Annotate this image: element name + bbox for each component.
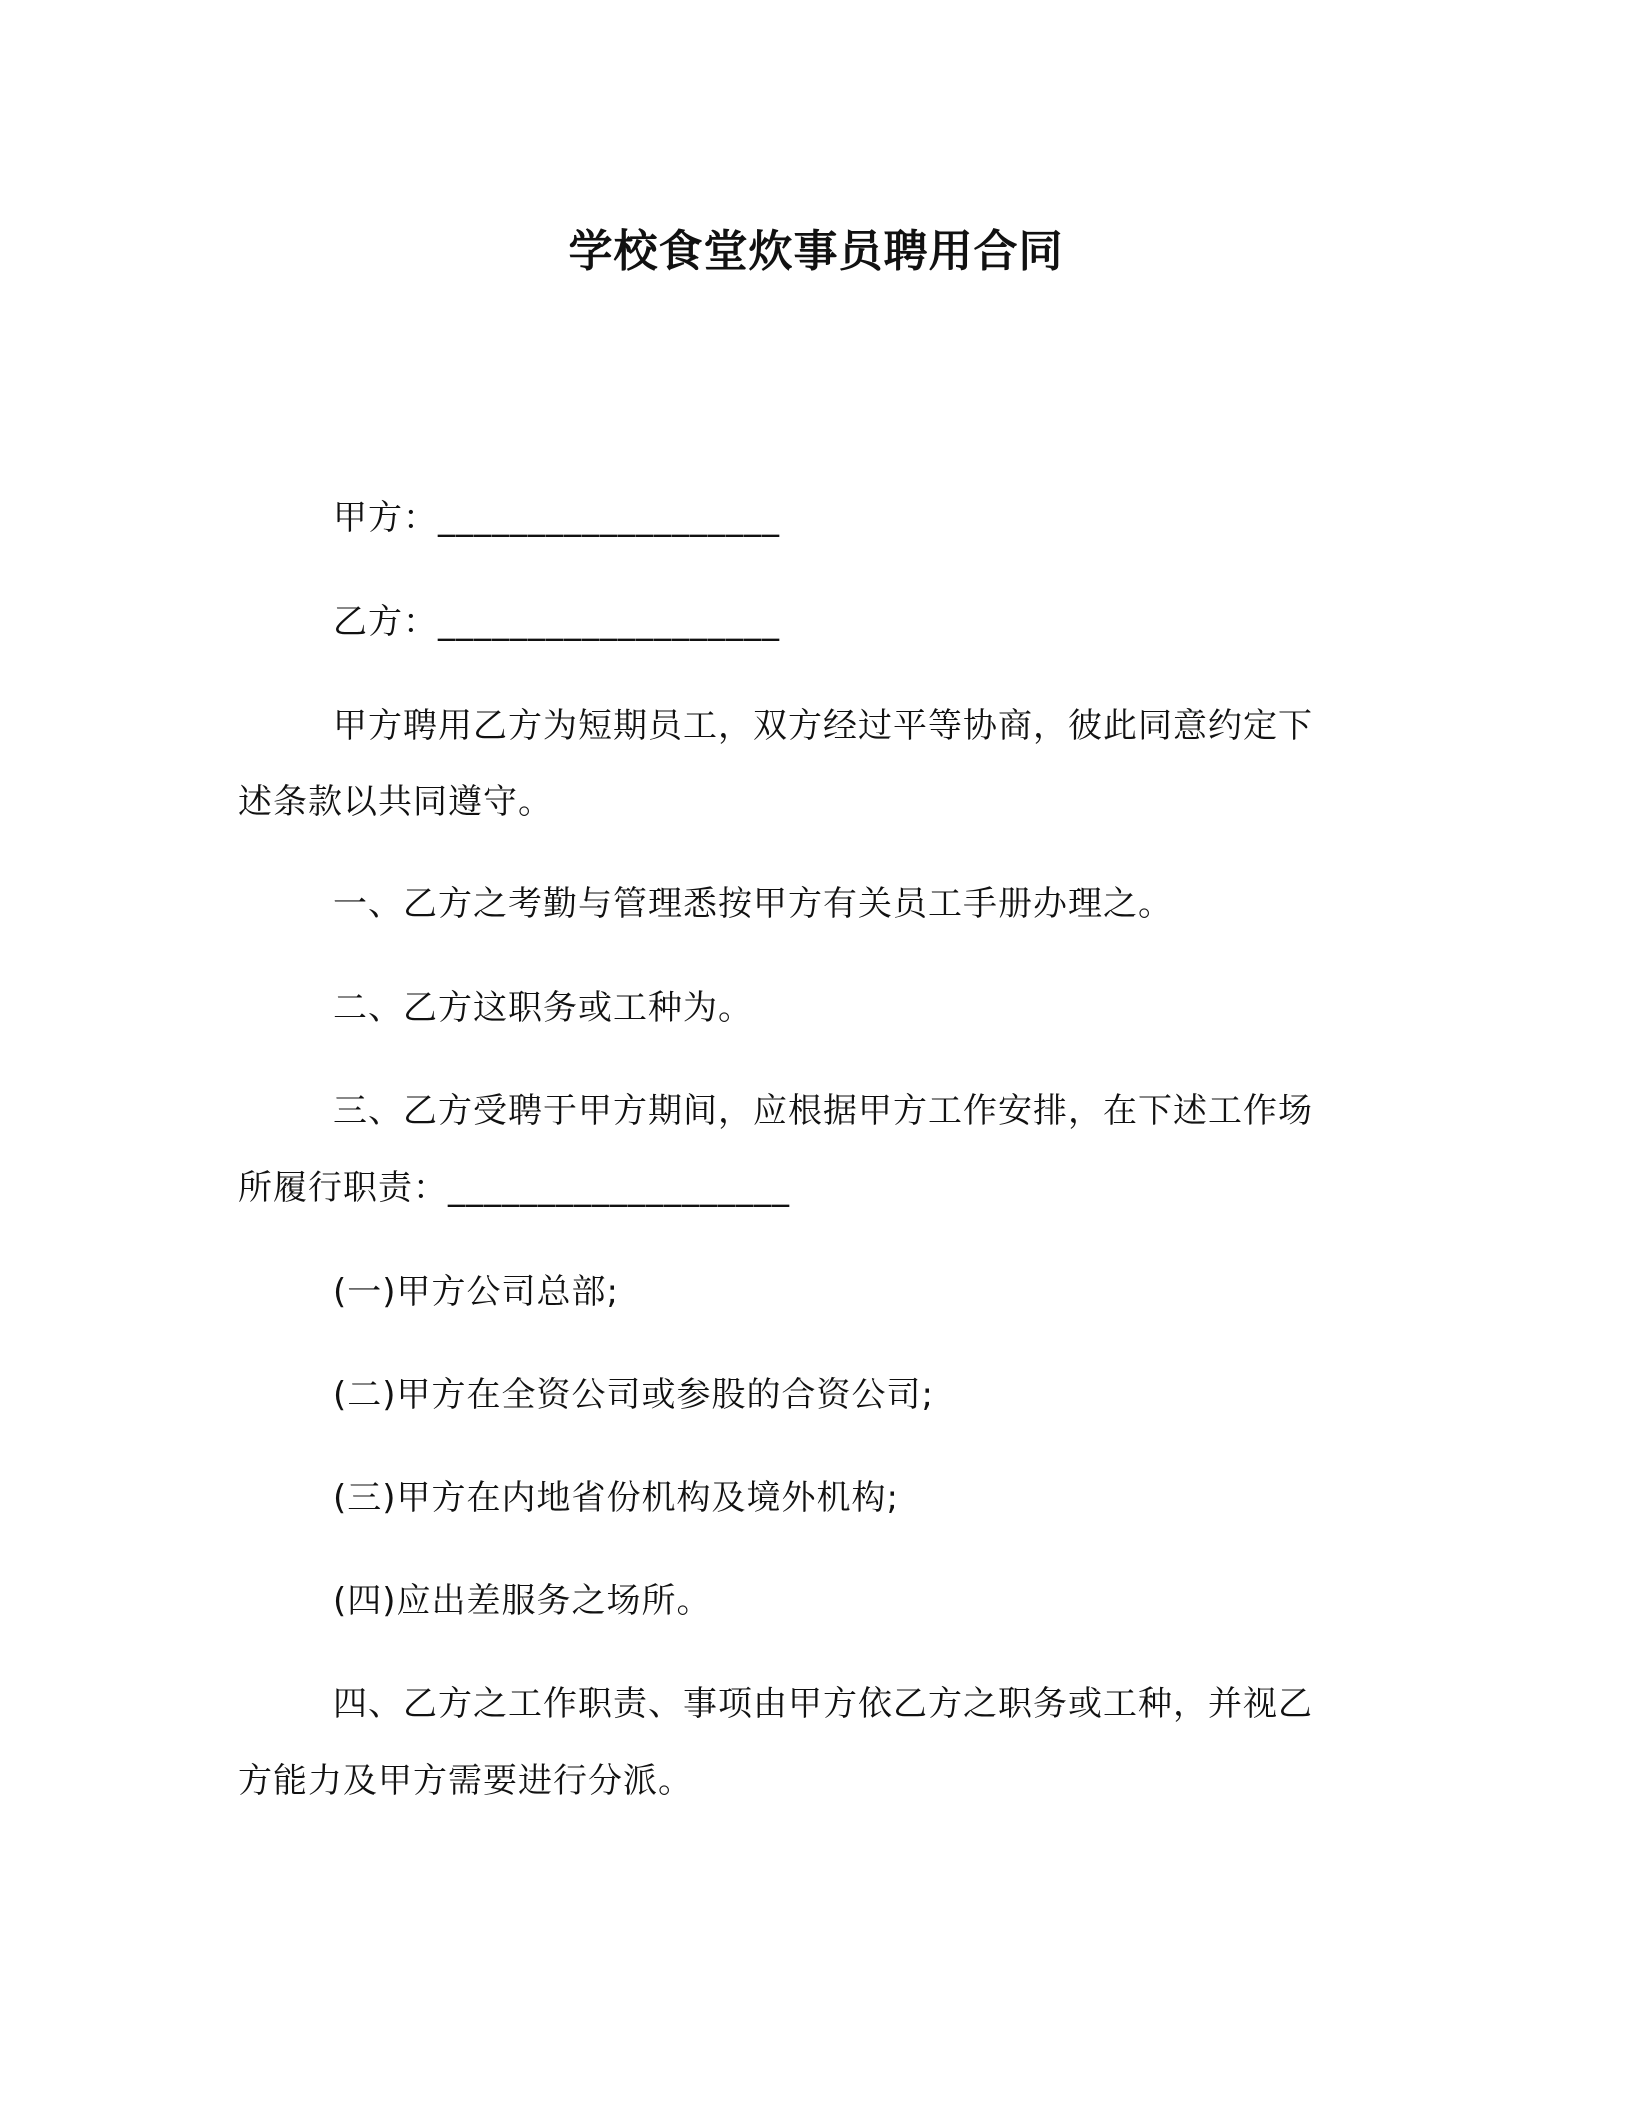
intro-paragraph-line-1: 甲方聘用乙方为短期员工，双方经过平等协商，彼此同意约定下 [333, 706, 1313, 746]
clause-4-line-1: 四、乙方之工作职责、事项由甲方依乙方之职务或工种，并视乙 [333, 1684, 1313, 1724]
document-title: 学校食堂炊事员聘用合同 [568, 226, 1064, 277]
clause-4-line-2: 方能力及甲方需要进行分派。 [238, 1761, 693, 1801]
list-item-4: (四)应出差服务之场所。 [333, 1581, 712, 1621]
party-b-line: 乙方：___________________ [333, 602, 780, 642]
clause-3-line-2: 所履行职责：___________________ [238, 1168, 790, 1208]
list-item-1: (一)甲方公司总部; [333, 1272, 619, 1312]
intro-paragraph-line-2: 述条款以共同遵守。 [238, 782, 553, 822]
clause-1: 一、乙方之考勤与管理悉按甲方有关员工手册办理之。 [333, 884, 1173, 924]
list-item-3: (三)甲方在内地省份机构及境外机构; [333, 1478, 899, 1518]
party-a-line: 甲方：___________________ [333, 498, 780, 538]
list-item-2: (二)甲方在全资公司或参股的合资公司; [333, 1375, 934, 1415]
clause-2: 二、乙方这职务或工种为。 [333, 988, 753, 1028]
clause-3-line-1: 三、乙方受聘于甲方期间，应根据甲方工作安排，在下述工作场 [333, 1091, 1313, 1131]
